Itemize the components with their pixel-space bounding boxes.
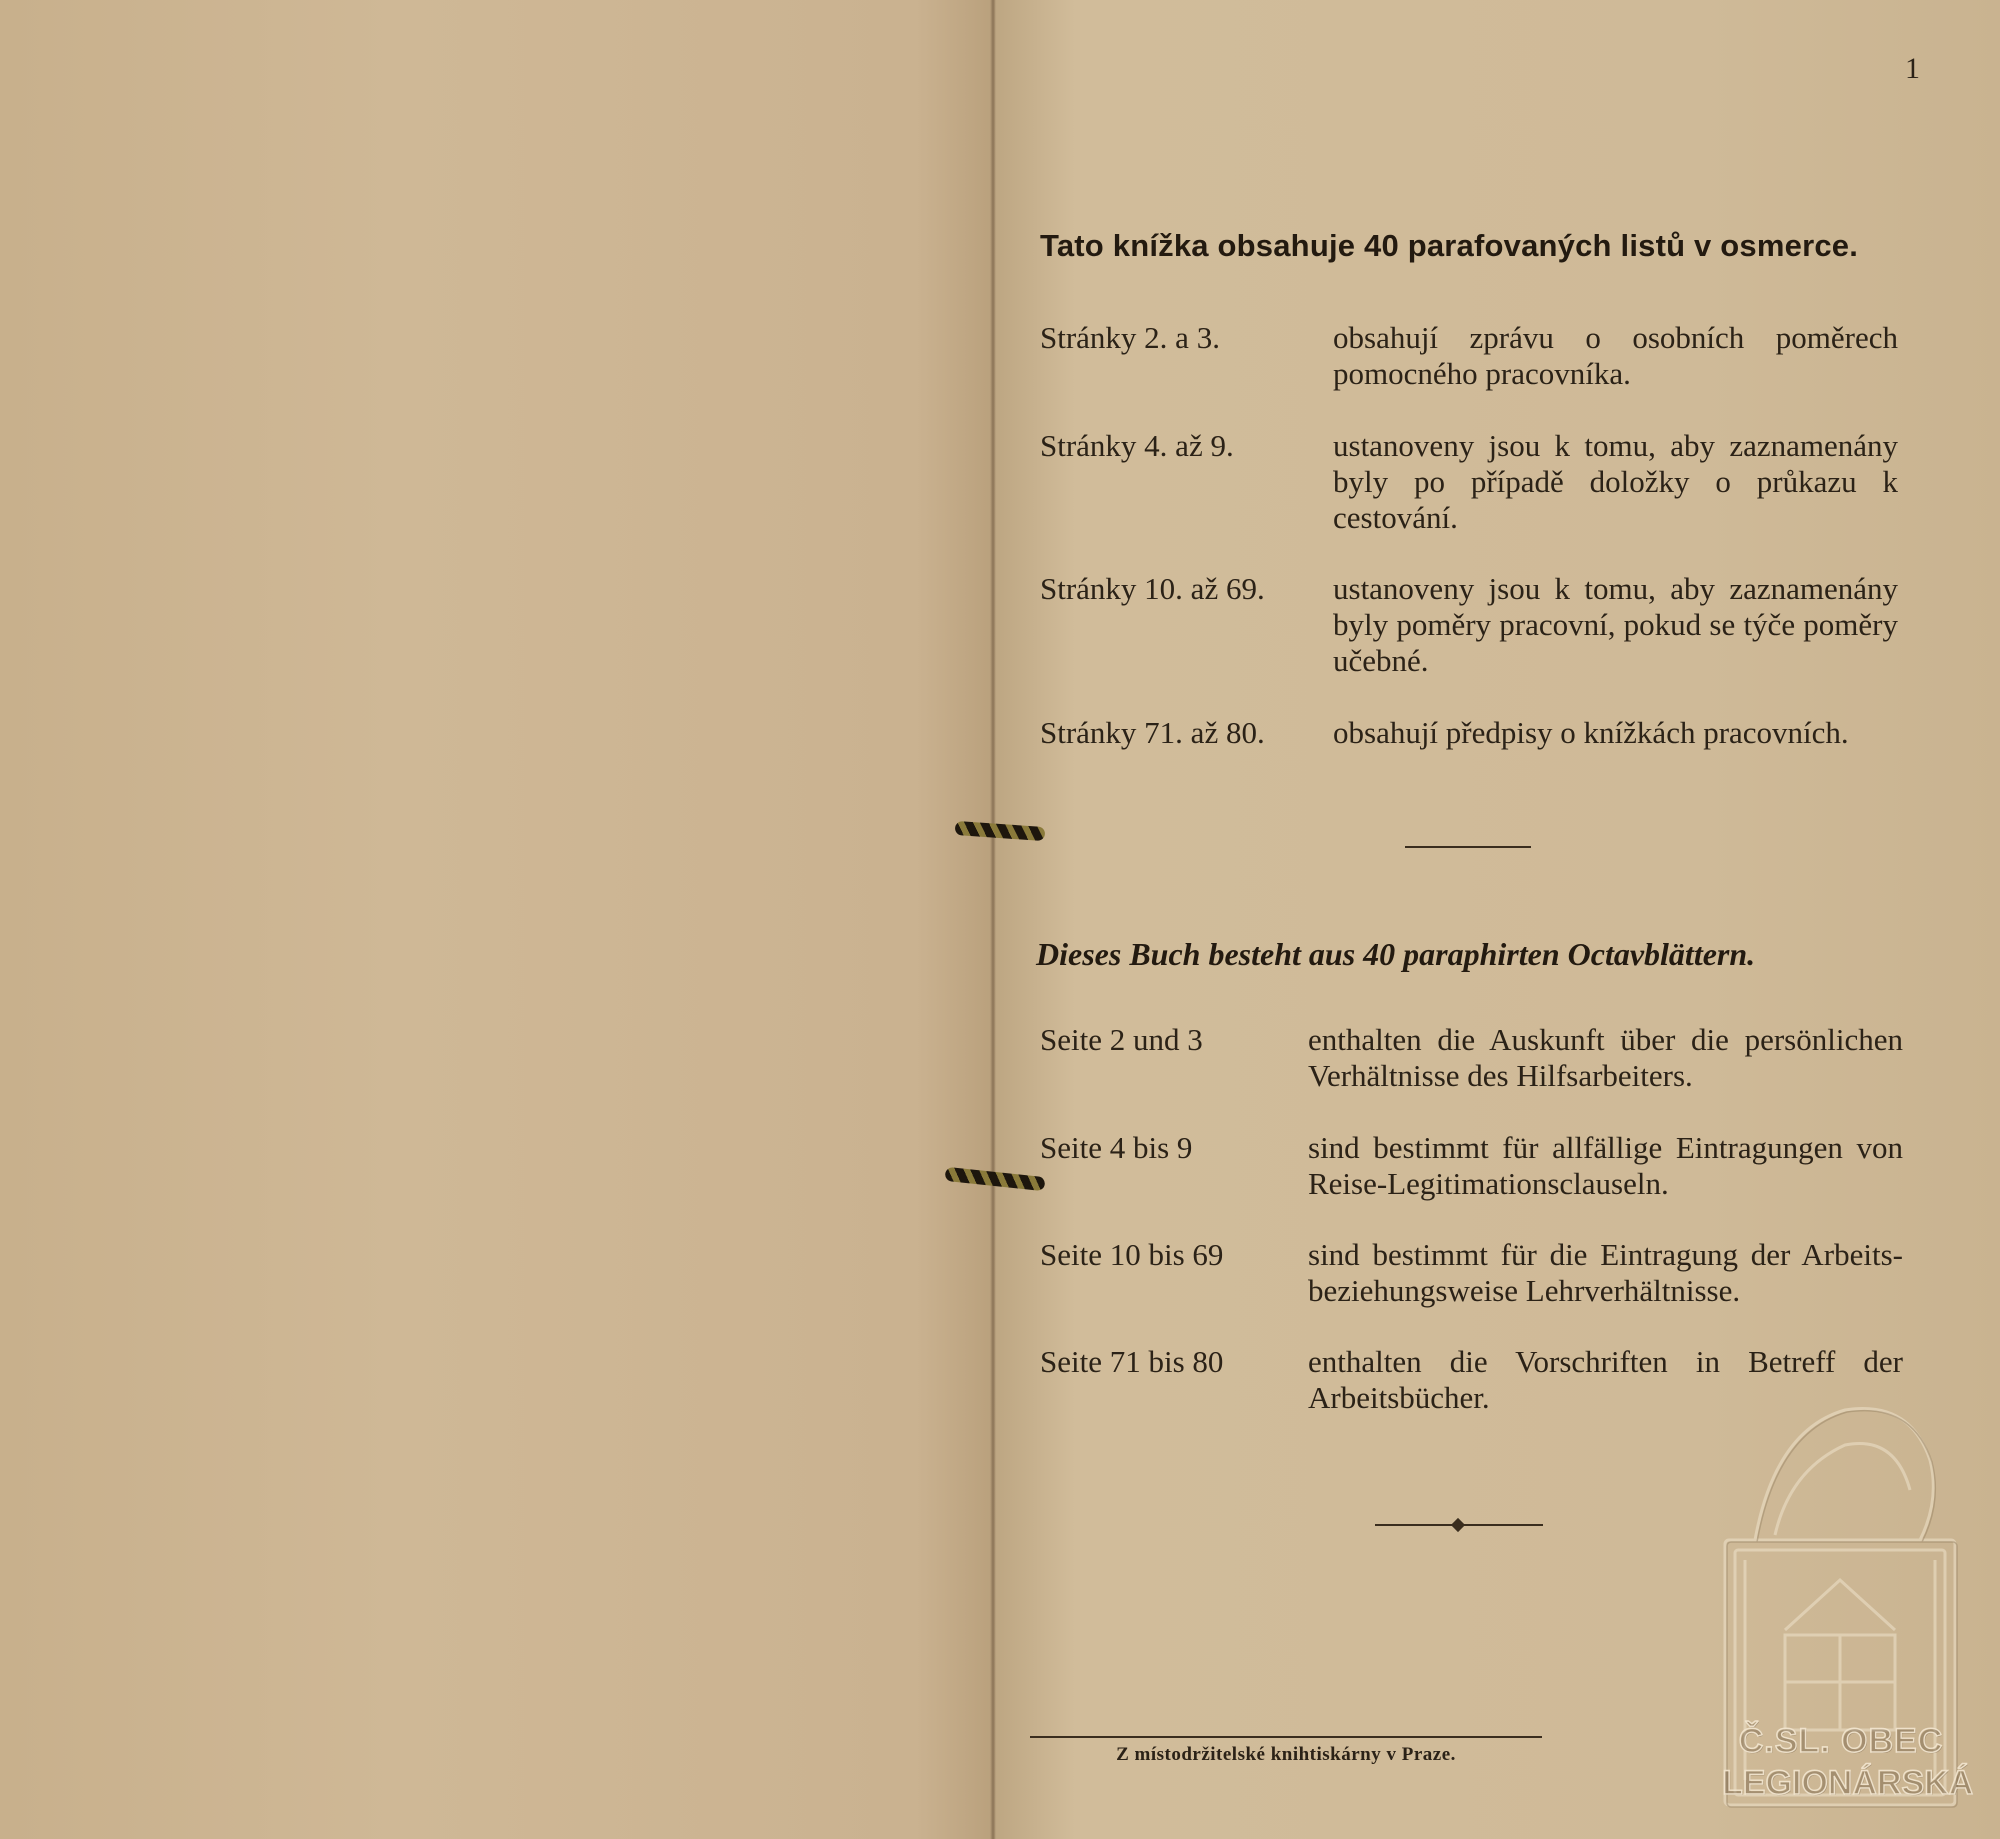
german-entry-label: Seite 10 bis 69: [1040, 1237, 1224, 1272]
seal-text-bottom: LEGIONÁRSKÁ: [1722, 1764, 1974, 1802]
czech-entry-text: obsahují zprávu o osobních poměrech pomocného pracovníka.: [1333, 320, 1898, 391]
german-entry-label: Seite 71 bis 80: [1040, 1344, 1224, 1379]
czech-heading: Tato knížka obsahuje 40 parafovaných listů v osmerce.: [1040, 228, 1859, 263]
ornament-divider: [1375, 1520, 1543, 1530]
czech-entry-label: Stránky 10. až 69.: [1040, 571, 1265, 606]
german-entry-text: enthalten die Auskunft über die persönlichen Verhältnisse des Hilfsarbeiters.: [1308, 1022, 1903, 1093]
czech-entry-text: ustanoveny jsou k tomu, aby zaznamenány byly poměry pracovní, pokud se týče poměry učebné.: [1333, 571, 1898, 678]
binding-gutter: [990, 0, 996, 1839]
czech-entry-label: Stránky 71. až 80.: [1040, 715, 1265, 750]
left-blank-page: [0, 0, 995, 1839]
german-entry-text: enthalten die Vorschriften in Betreff der Arbeitsbücher.: [1308, 1344, 1903, 1415]
printer-rule: [1030, 1736, 1542, 1738]
german-entry-label: Seite 4 bis 9: [1040, 1130, 1193, 1165]
german-entry-text: sind bestimmt für allfällige Eintragungen von Reise-Legitimationsclauseln.: [1308, 1130, 1903, 1201]
seal-text-top: Č.SL. OBEC: [1738, 1722, 1944, 1760]
german-heading: Dieses Buch besteht aus 40 paraphirten Octavblättern.: [1036, 936, 1756, 972]
german-entry-label: Seite 2 und 3: [1040, 1022, 1203, 1057]
page-number: 1: [1905, 52, 1920, 85]
czech-entry-text: ustanoveny jsou k tomu, aby zaznamenány byly po případě doložky o průkazu k cestování.: [1333, 428, 1898, 535]
czech-entry-label: Stránky 4. až 9.: [1040, 428, 1234, 463]
ornament-diamond-icon: [1451, 1518, 1465, 1532]
section-divider: [1405, 846, 1531, 848]
czech-entry-text: obsahují předpisy o knížkách pracovních.: [1333, 715, 1849, 750]
czech-entry-label: Stránky 2. a 3.: [1040, 320, 1220, 355]
printer-imprint: Z místodržitelské knihtiskárny v Praze.: [1116, 1744, 1456, 1765]
german-entry-text: sind bestimmt für die Eintragung der Arbeits- beziehungsweise Lehrverhältnisse.: [1308, 1237, 1903, 1308]
